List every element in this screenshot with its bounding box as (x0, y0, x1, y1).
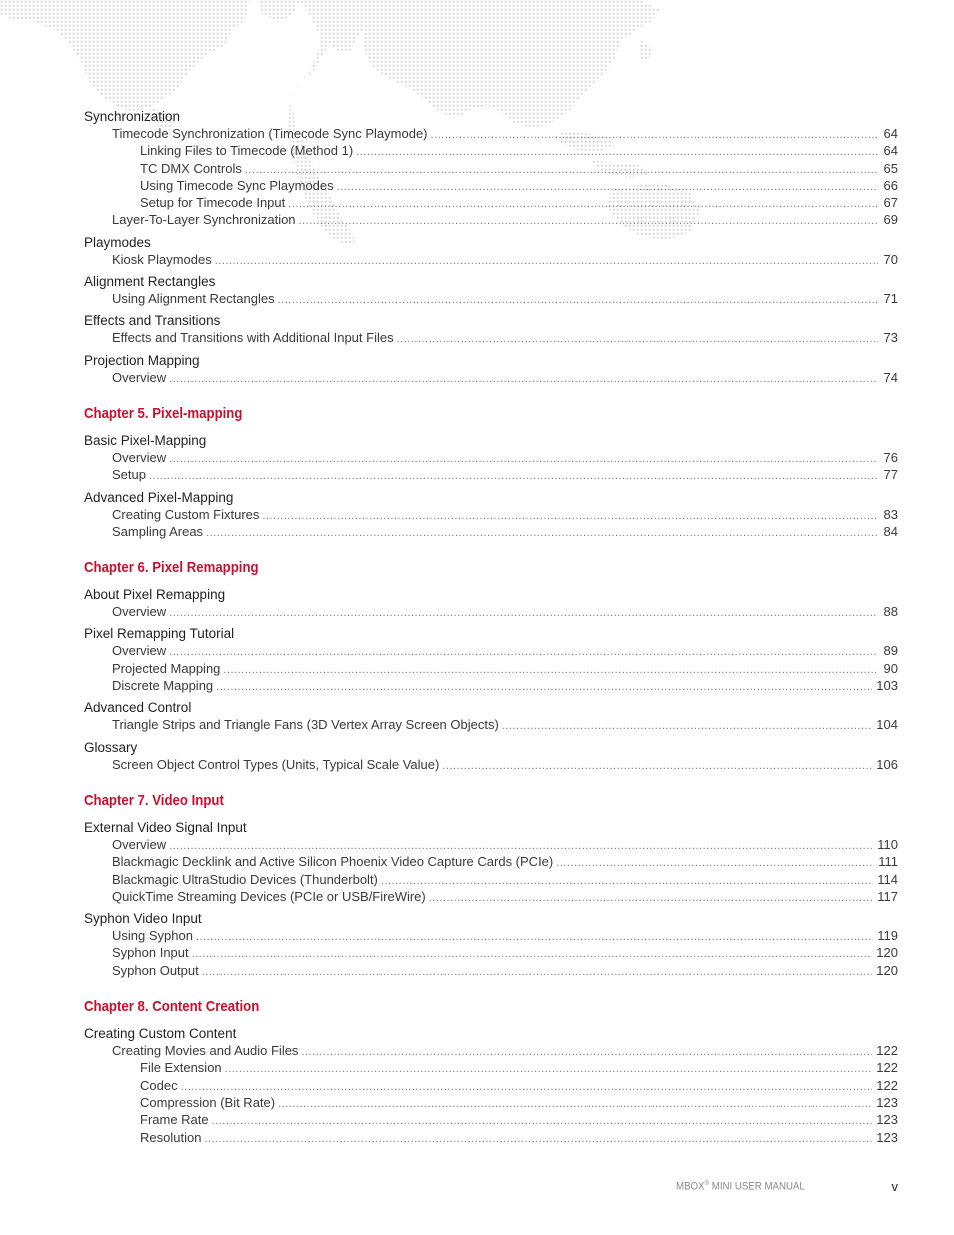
toc-entry-title: Syphon Input (112, 945, 189, 961)
toc-entry-title: Overview (112, 369, 167, 385)
toc-entry[interactable] (84, 660, 898, 677)
toc-entry[interactable] (84, 603, 898, 620)
dot-leader (278, 1096, 872, 1113)
dot-leader (169, 371, 878, 388)
toc-section-heading: About Pixel Remapping (84, 587, 226, 603)
toc-entry-title: Frame Rate (140, 1112, 209, 1128)
toc-entry-page-number: 88 (883, 604, 898, 620)
toc-entry-page-number: 111 (878, 854, 898, 870)
toc-entry-page-number: 123 (876, 1112, 898, 1128)
chapter-heading: Chapter 8. Content Creation (84, 998, 260, 1016)
dot-leader (262, 508, 878, 525)
toc-entry[interactable] (84, 1111, 898, 1128)
toc-entry-page-number: 103 (876, 678, 898, 694)
toc-entry-title: Resolution (140, 1129, 202, 1145)
toc-entry-title: Using Alignment Rectangles (112, 291, 275, 307)
dot-leader (216, 679, 872, 696)
dot-leader (223, 662, 878, 679)
toc-entry-title: Blackmagic Decklink and Active Silicon Phoenix Video Capture Cards (PCIe) (112, 854, 554, 870)
page-footer (640, 1178, 898, 1194)
toc-entry-title: Screen Object Control Types (Units, Typical Scale Value) (112, 756, 440, 772)
toc-entry-title: Setup (112, 467, 146, 483)
dot-leader (337, 179, 878, 196)
toc-entry-page-number: 67 (883, 195, 898, 211)
toc-entry-title: Overview (112, 643, 167, 659)
toc-entry-page-number: 120 (876, 962, 898, 978)
dot-leader (397, 331, 878, 348)
toc-entry-page-number: 74 (883, 369, 898, 385)
toc-entry[interactable] (84, 1042, 898, 1059)
dot-leader (442, 758, 872, 775)
toc-entry-title: Using Timecode Sync Playmodes (140, 177, 334, 193)
toc-section-heading: External Video Signal Input (84, 819, 247, 835)
toc-entry-page-number: 64 (883, 143, 898, 159)
toc-entry-page-number: 66 (883, 177, 898, 193)
toc-entry-title: Compression (Bit Rate) (140, 1094, 276, 1110)
toc-entry-page-number: 114 (877, 871, 898, 887)
toc-section-heading: Projection Mapping (84, 352, 200, 368)
dot-leader (225, 1061, 873, 1078)
toc-entry-title: Overview (112, 604, 167, 620)
toc-entry[interactable] (84, 756, 898, 773)
toc-section-heading: Basic Pixel-Mapping (84, 432, 207, 448)
toc-entry[interactable] (84, 853, 898, 870)
toc-entry-title: Overview (112, 836, 167, 852)
toc-entry[interactable] (84, 962, 898, 979)
toc-entry[interactable] (84, 523, 898, 540)
dot-leader (169, 451, 878, 468)
chapter-heading: Chapter 6. Pixel Remapping (84, 559, 259, 577)
dot-leader (149, 468, 878, 485)
toc-entry[interactable] (84, 251, 898, 268)
toc-entry-title: Linking Files to Timecode (Method 1) (140, 143, 354, 159)
dot-leader (192, 946, 873, 963)
toc-entry[interactable] (84, 716, 898, 733)
toc-entry-title: Overview (112, 449, 167, 465)
dot-leader (556, 855, 874, 872)
toc-entry-title: Using Syphon (112, 928, 193, 944)
toc-entry[interactable] (84, 1129, 898, 1146)
toc-entry-title: Triangle Strips and Triangle Fans (3D Vertex Array Screen Objects) (112, 717, 499, 733)
toc-entry[interactable] (84, 927, 898, 944)
toc-entry-page-number: 123 (876, 1129, 898, 1145)
toc-entry-page-number: 65 (883, 160, 898, 176)
toc-entry-title: QuickTime Streaming Devices (PCIe or USB/FireWire) (112, 888, 426, 904)
dot-leader (245, 162, 878, 179)
toc-section-heading: Syphon Video Input (84, 911, 202, 927)
toc-entry-page-number: 64 (883, 126, 898, 141)
dot-leader (196, 929, 873, 946)
toc-entry-page-number: 106 (876, 756, 898, 772)
toc-entry-title: Effects and Transitions with Additional Input Files (112, 330, 394, 346)
toc-entry[interactable] (84, 369, 898, 386)
toc-entry-page-number: 84 (883, 523, 898, 539)
toc-entry[interactable] (84, 642, 898, 659)
dot-leader (381, 873, 873, 890)
toc-entry-page-number: 77 (883, 467, 898, 483)
toc-entry[interactable] (84, 506, 898, 523)
toc-entry-page-number: 123 (876, 1094, 898, 1110)
toc-entry[interactable] (84, 871, 898, 888)
toc-entry-page-number: 69 (883, 212, 898, 228)
toc-entry[interactable] (84, 466, 898, 483)
dot-leader (356, 144, 878, 161)
toc-entry-page-number: 73 (883, 330, 898, 346)
toc-entry-title: Creating Custom Fixtures (112, 506, 260, 522)
toc-entry-title: Kiosk Playmodes (112, 251, 212, 267)
table-of-contents (84, 108, 898, 1146)
toc-entry-page-number: 90 (883, 660, 898, 676)
manual-title: MBOX® MINI USER MANUAL (676, 1180, 805, 1193)
toc-entry[interactable] (84, 194, 898, 211)
toc-entry-page-number: 83 (883, 506, 898, 522)
toc-entry-page-number: 71 (883, 291, 898, 307)
dot-leader (212, 1113, 873, 1130)
dot-leader (299, 213, 878, 230)
toc-entry[interactable] (84, 160, 898, 177)
page-number: v (891, 1179, 898, 1194)
toc-entry-title: Layer-To-Layer Synchronization (112, 212, 296, 228)
toc-entry[interactable] (84, 211, 898, 228)
dot-leader (202, 964, 873, 981)
dot-leader (431, 127, 878, 144)
toc-entry[interactable] (84, 125, 898, 142)
toc-entry-title: Blackmagic UltraStudio Devices (Thunderbolt) (112, 871, 378, 887)
toc-entry-page-number: 119 (877, 928, 898, 944)
toc-entry[interactable] (84, 329, 898, 346)
chapter-heading: Chapter 5. Pixel-mapping (84, 404, 243, 422)
dot-leader (169, 605, 878, 622)
toc-section-heading: Glossary (84, 739, 138, 755)
toc-entry-title: Codec (140, 1077, 178, 1093)
toc-entry-title: Timecode Synchronization (Timecode Sync Playmode) (112, 126, 428, 141)
toc-entry-page-number: 122 (876, 1060, 898, 1076)
dot-leader (206, 525, 878, 542)
toc-entry[interactable] (84, 677, 898, 694)
toc-section-heading: Playmodes (84, 234, 151, 250)
toc-entry-title: Syphon Output (112, 962, 199, 978)
toc-entry-page-number: 70 (883, 251, 898, 267)
toc-entry-title: Discrete Mapping (112, 678, 214, 694)
toc-entry[interactable] (84, 177, 898, 194)
toc-entry-title: TC DMX Controls (140, 160, 242, 176)
toc-entry-page-number: 104 (876, 717, 898, 733)
toc-entry[interactable] (84, 449, 898, 466)
toc-entry-title: Setup for Timecode Input (140, 195, 286, 211)
dot-leader (204, 1131, 872, 1148)
toc-section-heading: Advanced Pixel-Mapping (84, 489, 234, 505)
toc-entry-page-number: 122 (876, 1043, 898, 1059)
toc-entry-page-number: 120 (876, 945, 898, 961)
toc-entry[interactable] (84, 1094, 898, 1111)
toc-entry[interactable] (84, 888, 898, 905)
toc-entry-page-number: 122 (876, 1077, 898, 1093)
chapter-heading: Chapter 7. Video Input (84, 791, 224, 809)
toc-entry-title: Creating Movies and Audio Files (112, 1043, 299, 1059)
toc-entry-page-number: 89 (883, 643, 898, 659)
dot-leader (429, 890, 874, 907)
toc-entry-page-number: 117 (877, 888, 898, 904)
dot-leader (181, 1079, 873, 1096)
toc-entry[interactable] (84, 836, 898, 853)
toc-entry[interactable] (84, 142, 898, 159)
toc-section-heading: Effects and Transitions (84, 313, 221, 329)
dot-leader (215, 253, 878, 270)
toc-entry-title: Sampling Areas (112, 523, 204, 539)
toc-entry[interactable] (84, 1059, 898, 1076)
toc-section-heading: Creating Custom Content (84, 1026, 237, 1042)
toc-section-heading: Pixel Remapping Tutorial (84, 626, 235, 642)
toc-entry[interactable] (84, 944, 898, 961)
toc-section-heading: Synchronization (84, 109, 181, 124)
dot-leader (169, 644, 878, 661)
dot-leader (288, 196, 878, 213)
toc-entry[interactable] (84, 290, 898, 307)
dot-leader (278, 292, 878, 309)
toc-entry-page-number: 76 (883, 449, 898, 465)
toc-section-heading: Alignment Rectangles (84, 274, 216, 290)
toc-entry[interactable] (84, 1077, 898, 1094)
dot-leader (301, 1044, 872, 1061)
dot-leader (502, 718, 873, 735)
toc-entry-title: Projected Mapping (112, 660, 221, 676)
toc-section-heading: Advanced Control (84, 700, 192, 716)
toc-entry-title: File Extension (140, 1060, 222, 1076)
toc-entry-page-number: 110 (877, 836, 898, 852)
